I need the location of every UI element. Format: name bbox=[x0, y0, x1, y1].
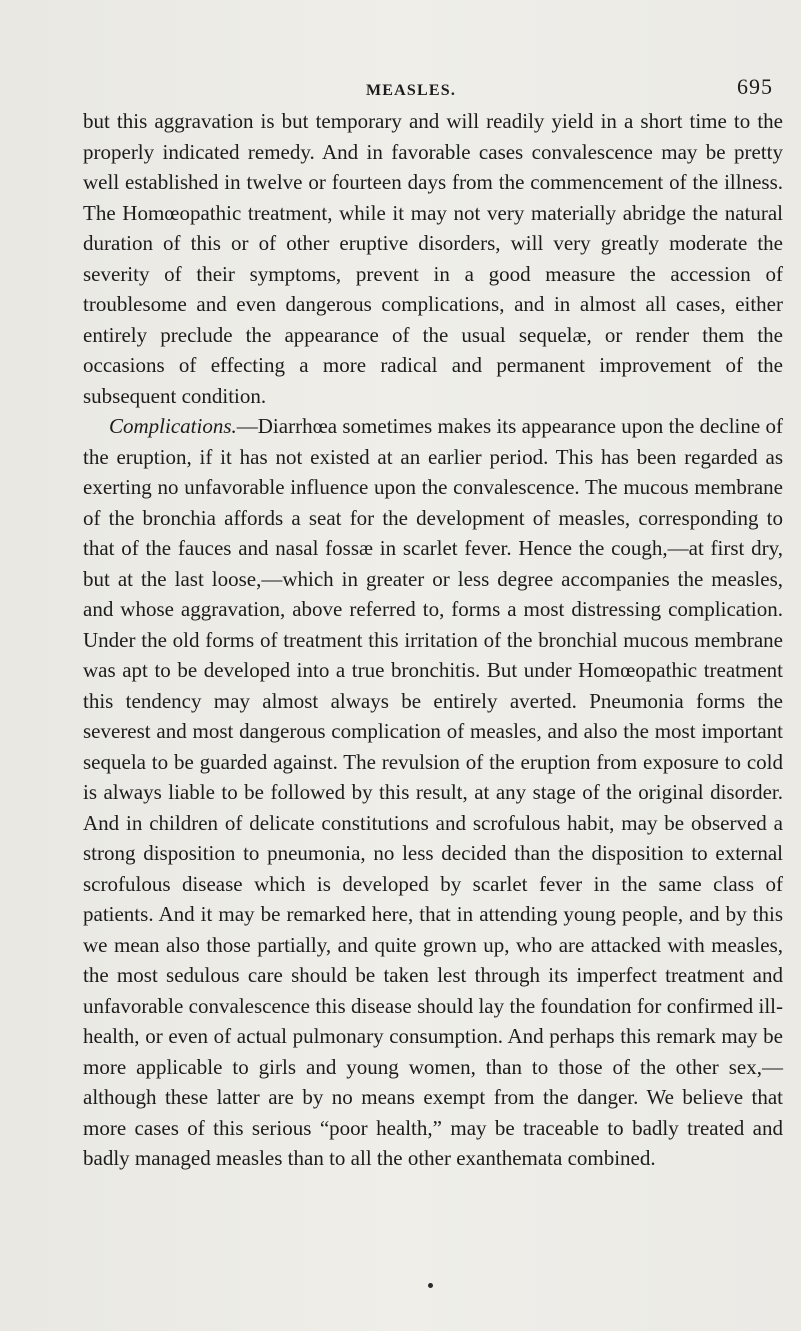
running-title: MEASLES. bbox=[366, 82, 457, 99]
body-text bbox=[83, 106, 783, 1174]
paragraph-text: —Diarrhœa sometimes makes its appearance upon the decline of the eruption, if it has not existed at an earlier period. This has been regarded as exerting no unfavorable influence upon the convalescence. The mucous membrane of the bronchia affords a seat for the development of measles, corresponding to that of the fauces and nasal fossæ in scarlet fever. Hence the cough,—at first dry, but at the last loose,—which in greater or less degree accompanies the measles, and whose aggravation, above referred to, forms a most distressing complication. Under the old forms of treatment this irritation of the bronchial mucous membrane was apt to be developed into a true bronchitis. But under Homœopathic treatment this tendency may almost always be entirely averted. Pneumonia forms the severest and most dangerous complication of measles, and also the most important sequela to be guarded against. The revulsion of the eruption from exposure to cold is always liable to be followed by this result, at any stage of the original disorder. And in children of delicate constitutions and scrofulous habit, may be observed a strong disposition to pneumonia, no less decided than the disposition to external scrofulous disease which is developed by scarlet fever in the same class of patients. And it may be remarked here, that in attending young people, and by this we mean also those partially, and quite grown up, who are attacked with measles, the most sedulous care should be taken lest through its imperfect treatment and unfavorable convalescence this disease should lay the foundation for confirmed ill-health, or even of actual pulmonary consumption. And perhaps this remark may be more applicable to girls and young women, than to those of the other sex,—although these latter are by no means exempt from the danger. We believe that more cases of this serious “poor health,” may be traceable to badly treated and badly managed measles than to all the other exanthemata combined. bbox=[83, 414, 783, 1170]
ink-speck bbox=[428, 1283, 433, 1288]
paragraph bbox=[83, 411, 783, 1174]
section-heading: Complications. bbox=[109, 414, 237, 438]
page-number: 695 bbox=[737, 74, 773, 99]
paragraph bbox=[83, 106, 783, 411]
running-head bbox=[83, 72, 783, 102]
paragraph-text: but this aggravation is but temporary and will readily yield in a short time to the properly indicated remedy. And in favorable cases convalescence may be pretty well established in twelve or fourteen days from the commencement of the illness. The Homœopathic treatment, while it may not very materially abridge the natural duration of this or of other eruptive disorders, will very greatly moderate the severity of their symptoms, prevent in a good measure the accession of troublesome and even dangerous complications, and in almost all cases, either entirely preclude the appearance of the usual sequelæ, or render them the occasions of effecting a more radical and permanent improvement of the subsequent condition. bbox=[83, 109, 783, 408]
